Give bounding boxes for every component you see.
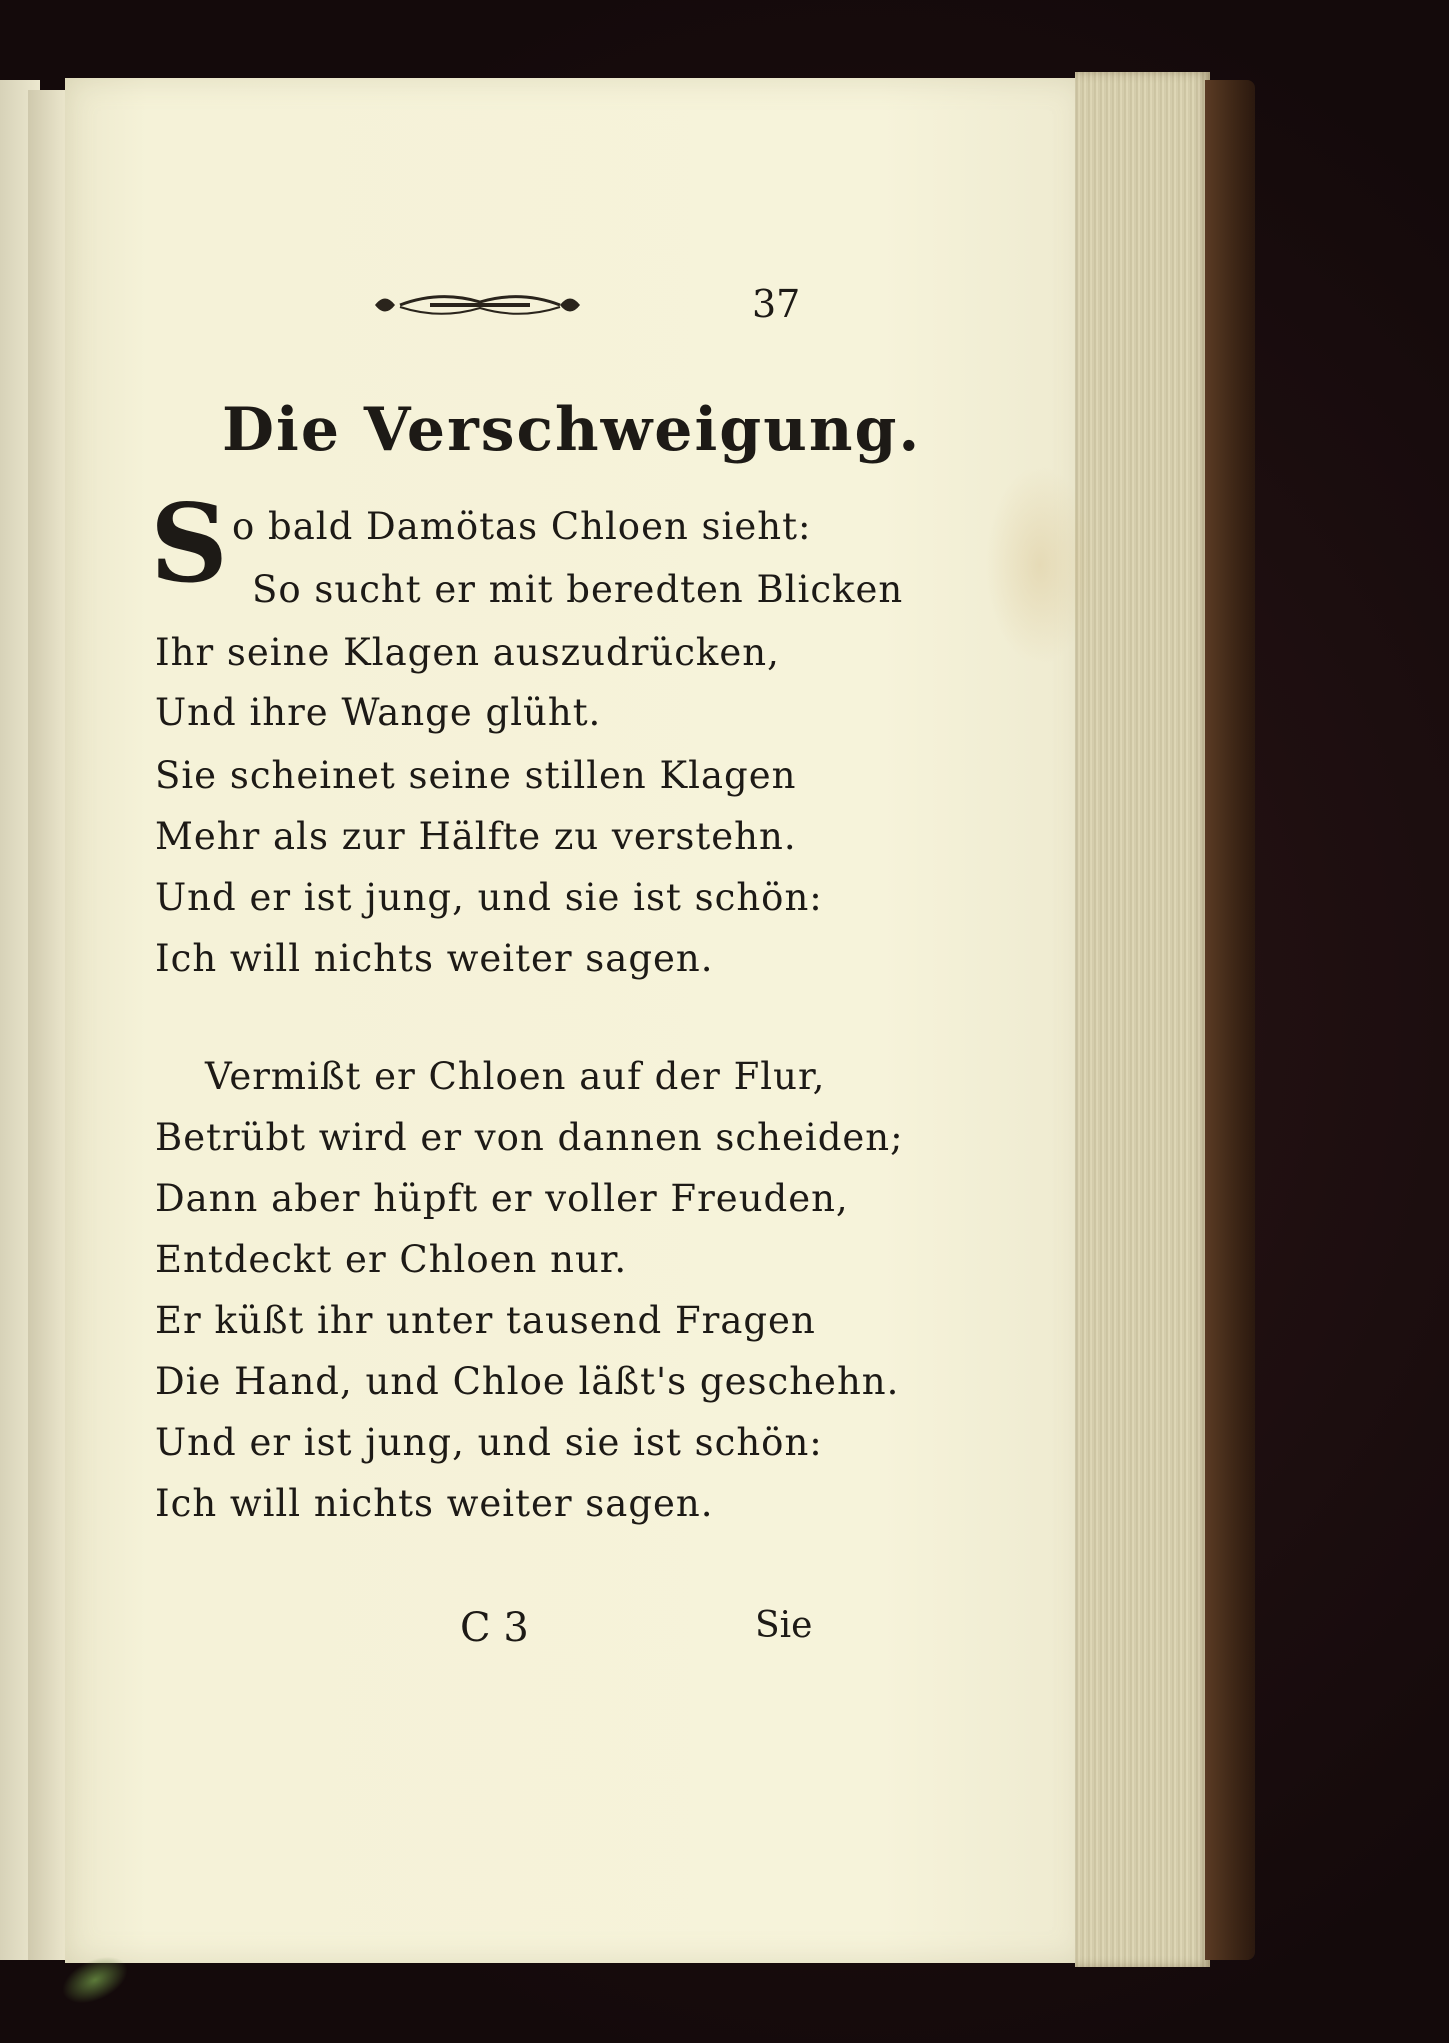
book-page [65, 78, 1085, 1963]
page-number: 37 [752, 282, 801, 326]
poem-title: Die Verschweigung. [222, 395, 922, 465]
stanza1-line: Ihr seine Klagen auszudrücken, [155, 631, 780, 674]
stanza1-line: Sie scheinet seine stillen Klagen [155, 754, 797, 797]
page-stain [985, 465, 1095, 665]
drop-initial: S [150, 481, 228, 607]
stanza2-line: Vermißt er Chloen auf der Flur, [205, 1055, 826, 1098]
stanza1-line: So sucht er mit beredten Blicken [252, 568, 904, 611]
stanza2-line: Betrübt wird er von dannen scheiden; [155, 1116, 904, 1159]
stanza1-line: Ich will nichts weiter sagen. [155, 937, 714, 980]
stanza1-line: Und ihre Wange glüht. [155, 691, 602, 734]
stanza1-line: o bald Damötas Chloen sieht: [232, 505, 812, 548]
stanza2-line: Entdeckt er Chloen nur. [155, 1238, 628, 1281]
book-cover [1205, 80, 1255, 1960]
stanza2-line: Die Hand, und Chloe läßt's geschehn. [155, 1360, 900, 1403]
signature-mark: C 3 [460, 1605, 529, 1651]
stanza1-line: Und er ist jung, und sie ist schön: [155, 876, 823, 919]
stanza2-line: Er küßt ihr unter tausend Fragen [155, 1299, 816, 1342]
stanza2-line: Und er ist jung, und sie ist schön: [155, 1421, 823, 1464]
header-ornament-icon [370, 280, 585, 330]
stanza2-line: Ich will nichts weiter sagen. [155, 1482, 714, 1525]
stanza2-line: Dann aber hüpft er voller Freuden, [155, 1177, 849, 1220]
page-stack-edges [1075, 72, 1210, 1967]
catchword: Sie [755, 1605, 813, 1646]
stanza1-line: Mehr als zur Hälfte zu verstehn. [155, 815, 797, 858]
